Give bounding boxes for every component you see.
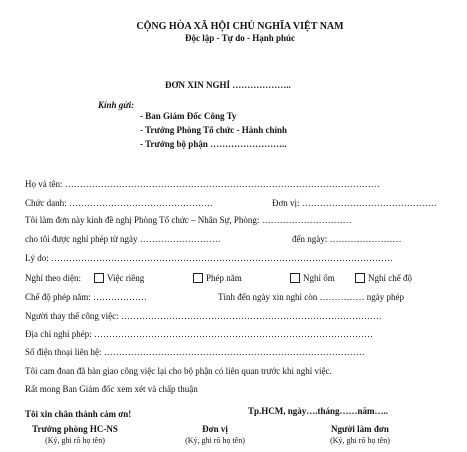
unit-field: Đơn vị: ………………………………………	[272, 198, 437, 208]
annual-leave-field: Chế độ phép năm: ………………	[25, 292, 147, 302]
leave-type-option[interactable]: Phép năm	[193, 273, 242, 284]
name-field: Họ và tên: ……………………………………………………………………………………………	[25, 179, 380, 189]
signature-title: Đơn vị	[202, 424, 228, 434]
checkbox-icon[interactable]	[94, 273, 104, 283]
signature-title: Trưởng phòng HC-NS	[32, 424, 118, 434]
recipient-line: - Trưởng Phòng Tổ chức - Hành chính	[140, 125, 288, 135]
recipient-label: Kính gửi:	[98, 100, 135, 110]
document-title: ĐƠN XIN NGHỈ ………………..	[165, 80, 291, 90]
checkbox-icon[interactable]	[355, 273, 365, 283]
checkbox-icon[interactable]	[193, 273, 203, 283]
replacement-field: Người thay thế công việc: ……………………………………………………………………………	[25, 311, 382, 321]
position-field: Chức danh: …………………………………………	[25, 198, 213, 208]
leave-type-option[interactable]: Nghỉ ốm	[290, 273, 335, 284]
reason-field: Lý do: ……………………………………………………………………………………………………	[25, 253, 393, 263]
leave-from-field: cho tôi được nghỉ phép từ ngày ………………………	[25, 234, 221, 244]
checkbox-icon[interactable]	[290, 273, 300, 283]
commitment-text: Tôi cam đoan đã bàn giao công việc lại cho bộ phận có liên quan trước khi nghỉ việc.	[25, 366, 332, 376]
address-field: Địa chỉ nghỉ phép: …………………………………………………………………………………	[25, 329, 373, 339]
signature-note: (Ký, ghi rõ họ tên)	[45, 436, 105, 445]
date-line: Tp.HCM, ngày….tháng……năm…..	[248, 406, 389, 416]
leave-type-option[interactable]: Nghỉ chế độ	[355, 273, 412, 284]
signature-title: Người làm đơn	[331, 424, 389, 434]
leave-type-label: Nghỉ theo diện:	[25, 273, 81, 283]
country-header: CỘNG HÒA XÃ HỘI CHỦ NGHĨA VIỆT NAM	[136, 21, 344, 32]
thanks-text: Tôi xin chân thành cảm ơn!	[25, 409, 132, 419]
signature-note: (Ký, ghi rõ họ tên)	[185, 436, 245, 445]
phone-field: Số điện thoại liên hệ: ……………………………………………………………………………	[25, 347, 365, 357]
remaining-leave-field: Tính đến ngày xin nghỉ còn …………… ngày phép	[218, 292, 404, 302]
leave-to-field: đến ngày: ……………………	[292, 234, 402, 244]
motto-header: Độc lập - Tự do - Hạnh phúc	[184, 33, 295, 43]
signature-note: (Ký, ghi rõ họ tên)	[330, 436, 390, 445]
leave-type-option[interactable]: Việc riêng	[94, 273, 144, 284]
recipient-line: - Trưởng bộ phận ……………………..	[140, 139, 287, 149]
recipient-line: - Ban Giám Đốc Công Ty	[140, 111, 237, 121]
request-line: Tôi làm đơn này kính đề nghị Phòng Tổ chức – Nhân Sự, Phòng: …………………………	[25, 215, 352, 225]
approval-request-text: Rất mong Ban Giám đốc xem xét và chấp thuận	[25, 384, 198, 394]
